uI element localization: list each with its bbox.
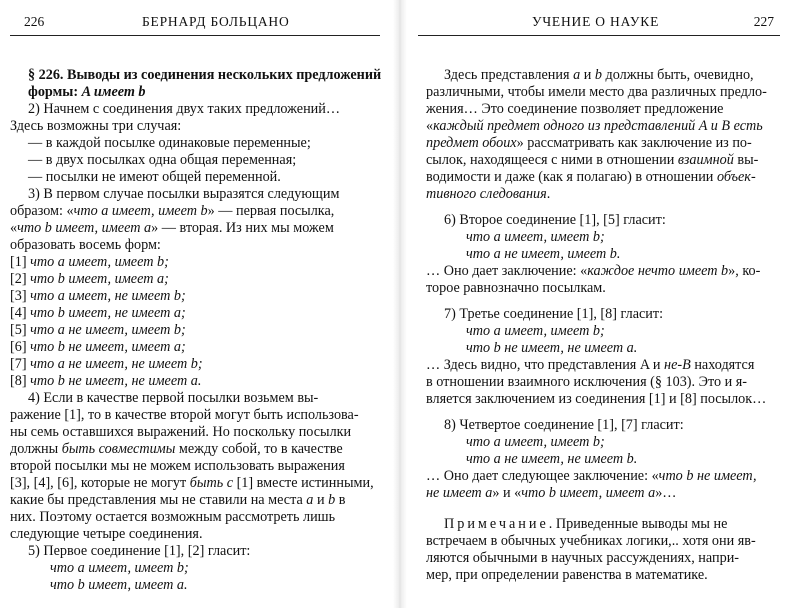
paragraph-line — [10, 220, 372, 237]
list-item — [28, 152, 372, 169]
paragraph-line — [10, 424, 372, 441]
paragraph-line — [10, 118, 372, 135]
spacer — [426, 203, 774, 212]
text: водимости — [426, 169, 491, 185]
text: и — [580, 67, 595, 83]
page-number: 226 — [24, 14, 45, 29]
running-title: БЕРНАРД БОЛЬЦАНО — [142, 14, 290, 29]
italic-text: каждое нечто имеет b — [587, 263, 729, 279]
paragraph-line — [10, 441, 372, 458]
italic-text: тивного следования — [426, 186, 547, 202]
form-item — [426, 246, 774, 263]
text: образовать восемь форм: — [10, 237, 161, 253]
form-number: [3] — [10, 288, 27, 304]
text: . — [546, 186, 551, 202]
paragraph-line — [426, 417, 774, 434]
right-page — [418, 0, 780, 608]
right-page-body — [418, 67, 780, 584]
paragraph-line — [28, 101, 372, 118]
text: [1] вместе истинными, — [233, 475, 374, 491]
paragraph-line — [426, 263, 774, 280]
paragraph-line — [426, 152, 774, 169]
italic-text: быть совместимы — [61, 441, 176, 457]
paragraph-line — [426, 135, 774, 152]
form-item — [426, 323, 774, 340]
italic-text: что a имеет, имеет b — [73, 203, 208, 219]
form-item — [426, 434, 774, 451]
paragraph-line — [426, 374, 774, 391]
paragraph-line — [28, 390, 372, 407]
text: ны семь оставшихся выражений. Но поскольку посылки — [10, 424, 352, 440]
form-text: что b не имеет, не имеет a. — [466, 340, 638, 356]
paragraph-line — [10, 509, 372, 526]
form-number: [4] — [10, 305, 27, 321]
form-number: [7] — [10, 356, 27, 372]
italic-text: не имеет a — [426, 485, 493, 501]
text: жения… Это соединение позволяет предложение — [426, 101, 724, 117]
form-text: что a имеет, имеет b; — [466, 229, 605, 245]
paragraph-line — [426, 306, 774, 323]
italic-text: быть с — [189, 475, 234, 491]
text: » — первая посылка, — [207, 203, 335, 219]
text: 3) В первом случае посылки выразятся следующим — [28, 186, 340, 202]
paragraph-line — [28, 543, 372, 560]
text: … Оно дает следующее заключение: « — [426, 468, 659, 484]
italic-text: a — [573, 67, 581, 83]
section-heading-formula — [28, 84, 372, 101]
text: — в двух посылках одна общая переменная; — [28, 152, 297, 168]
page-number: 227 — [753, 14, 774, 29]
form-item — [28, 560, 372, 577]
form-text: что a имеет, не имеет b; — [30, 288, 186, 304]
section-heading — [28, 67, 382, 84]
text: должны — [10, 441, 62, 457]
form-item — [10, 254, 372, 271]
text: второй посылки мы не можем использовать выражения — [10, 458, 345, 474]
text: — посылки не имеют общей переменной. — [28, 169, 281, 185]
italic-text: a — [306, 492, 314, 508]
italic-text: каждый предмет одного из представлений A и B есть — [433, 118, 763, 134]
text: них. Поэтому остается возможным рассмотреть лишь — [10, 509, 336, 525]
form-number: [6] — [10, 339, 27, 355]
text: мер, при определении равенства в математике. — [426, 567, 708, 583]
form-item — [10, 339, 372, 356]
text: торое равнозначно посылкам. — [426, 280, 606, 296]
form-item — [10, 373, 372, 390]
header-rule — [10, 35, 380, 36]
form-text: что a имеет, имеет b; — [50, 560, 189, 576]
text: »… — [655, 485, 677, 501]
italic-text: предмет обоих — [426, 135, 517, 151]
text: 5) Первое соединение [1], [2] гласит: — [28, 543, 251, 559]
form-text: что a не имеет, имеет b. — [466, 246, 621, 262]
note-line — [426, 550, 774, 567]
heading-prefix: формы: — [28, 84, 82, 100]
list-item — [28, 169, 372, 186]
text: 2) Начнем с соединения двух таких предложений… — [28, 101, 341, 117]
book-gutter — [393, 0, 407, 608]
form-text: что a не имеет, имеет b; — [30, 322, 186, 338]
paragraph-line — [10, 237, 372, 254]
text: вляется заключением из соединения [1] и [8] посылок… — [426, 391, 767, 407]
form-item — [10, 356, 372, 373]
note-label: Примечание — [444, 516, 549, 532]
form-number: [5] — [10, 322, 27, 338]
form-item — [10, 288, 372, 305]
form-text: что a имеет, имеет b; — [466, 323, 605, 339]
paragraph-line — [426, 280, 774, 297]
text: … Оно дает заключение: « — [426, 263, 588, 279]
form-text: что b не имеет, имеет a; — [30, 339, 186, 355]
text: какие бы представления мы не ставили на места — [10, 492, 307, 508]
form-text: что b имеет, имеет a; — [30, 271, 169, 287]
italic-text: взаимной — [677, 152, 734, 168]
form-item — [10, 271, 372, 288]
running-title: УЧЕНИЕ О НАУКЕ — [532, 14, 660, 29]
text: 6) Второе соединение [1], [5] гласит: — [444, 212, 666, 228]
form-text: что a не имеет, не имеет b. — [466, 451, 638, 467]
text: ражение [1], то в качестве второй могут быть использова- — [10, 407, 359, 423]
text: « — [426, 118, 434, 134]
left-page — [10, 0, 380, 608]
text: [3], [4], [6], которые не могут — [10, 475, 190, 491]
form-text: что a не имеет, не имеет b; — [30, 356, 203, 372]
text: 8) Четвертое соединение [1], [7] гласит: — [444, 417, 684, 433]
form-item — [426, 340, 774, 357]
paragraph-line — [426, 118, 774, 135]
text: — в каждой посылке одинаковые переменные; — [28, 135, 311, 151]
note-line — [426, 516, 774, 533]
paragraph-line — [28, 186, 372, 203]
text: Здесь представления — [444, 67, 574, 83]
left-running-head — [10, 12, 380, 34]
spacer — [426, 408, 774, 417]
paragraph-line — [426, 84, 774, 101]
form-text: что b имеет, имеет a. — [50, 577, 188, 593]
italic-text: что b не имеет, — [658, 468, 757, 484]
text: встречаем в обычных учебниках логики,.. хотя они яв- — [426, 533, 756, 549]
italic-text: b — [594, 67, 602, 83]
text: « — [10, 220, 18, 236]
italic-text: что b имеет, имеет a — [521, 485, 656, 501]
text: в отношении взаимного исключения (§ 103). Это и я- — [426, 374, 748, 390]
note-line — [426, 567, 774, 584]
paragraph-line — [10, 407, 372, 424]
form-item — [10, 305, 372, 322]
paragraph-line — [426, 101, 774, 118]
heading-formula: A имеет b — [81, 84, 146, 100]
paragraph-line — [426, 186, 774, 203]
text: » и « — [492, 485, 522, 501]
text: следующие четыре соединения. — [10, 526, 203, 542]
text: должны быть, очевидно, — [601, 67, 754, 83]
text: в — [335, 492, 346, 508]
text: и даже (как я полагаю) в отношении — [490, 169, 717, 185]
form-number: [1] — [10, 254, 27, 270]
right-running-head — [418, 12, 780, 34]
text: … Здесь видно, что представления A и — [426, 357, 665, 373]
text: различными, чтобы имели место два различных предло- — [426, 84, 767, 100]
italic-text: не-B — [664, 357, 691, 373]
text: и — [313, 492, 329, 508]
spacer — [426, 502, 774, 516]
form-text: что b имеет, не имеет a; — [30, 305, 186, 321]
heading-line: § 226. Выводы из соединения нескольких предложений — [28, 67, 382, 83]
text: 4) Если в качестве первой посылки возьмем вы- — [28, 390, 319, 406]
italic-text: что b имеет, имеет a — [17, 220, 152, 236]
form-number: [2] — [10, 271, 27, 287]
paragraph-line — [426, 67, 774, 84]
list-item — [28, 135, 372, 152]
text: находятся — [690, 357, 755, 373]
text: . Приведенные выводы мы не — [548, 516, 728, 532]
text: вы- — [733, 152, 759, 168]
paragraph-line — [426, 391, 774, 408]
form-item — [10, 322, 372, 339]
italic-text: b — [328, 492, 336, 508]
paragraph-line — [10, 475, 372, 492]
text: между собой, то в качестве — [175, 441, 343, 457]
spacer — [426, 297, 774, 306]
note-line — [426, 533, 774, 550]
paragraph-line — [426, 468, 774, 485]
paragraph-line — [10, 526, 372, 543]
text: », ко- — [728, 263, 761, 279]
form-item — [426, 229, 774, 246]
paragraph-line — [10, 492, 372, 509]
text: сылок, находящееся с ними в отношении — [426, 152, 678, 168]
text: 7) Третье соединение [1], [8] гласит: — [444, 306, 664, 322]
paragraph-line — [426, 169, 774, 186]
paragraph-line — [10, 203, 372, 220]
paragraph-line — [10, 458, 372, 475]
text: ляются обычными в научных рассуждениях, напри- — [426, 550, 740, 566]
paragraph-line — [426, 485, 774, 502]
text: » — вторая. Из них мы можем — [151, 220, 334, 236]
text: » рассматривать как заключение из по- — [516, 135, 752, 151]
form-text: что a имеет, имеет b; — [466, 434, 605, 450]
italic-text: объек- — [716, 169, 756, 185]
form-number: [8] — [10, 373, 27, 389]
paragraph-line — [426, 212, 774, 229]
header-rule — [418, 35, 780, 36]
form-item — [426, 451, 774, 468]
paragraph-line — [426, 357, 774, 374]
form-item — [28, 577, 372, 594]
form-text: что a имеет, имеет b; — [30, 254, 169, 270]
text: Здесь возможны три случая: — [10, 118, 182, 134]
left-page-body — [10, 67, 380, 594]
text: образом: « — [10, 203, 74, 219]
form-text: что b не имеет, не имеет a. — [30, 373, 202, 389]
